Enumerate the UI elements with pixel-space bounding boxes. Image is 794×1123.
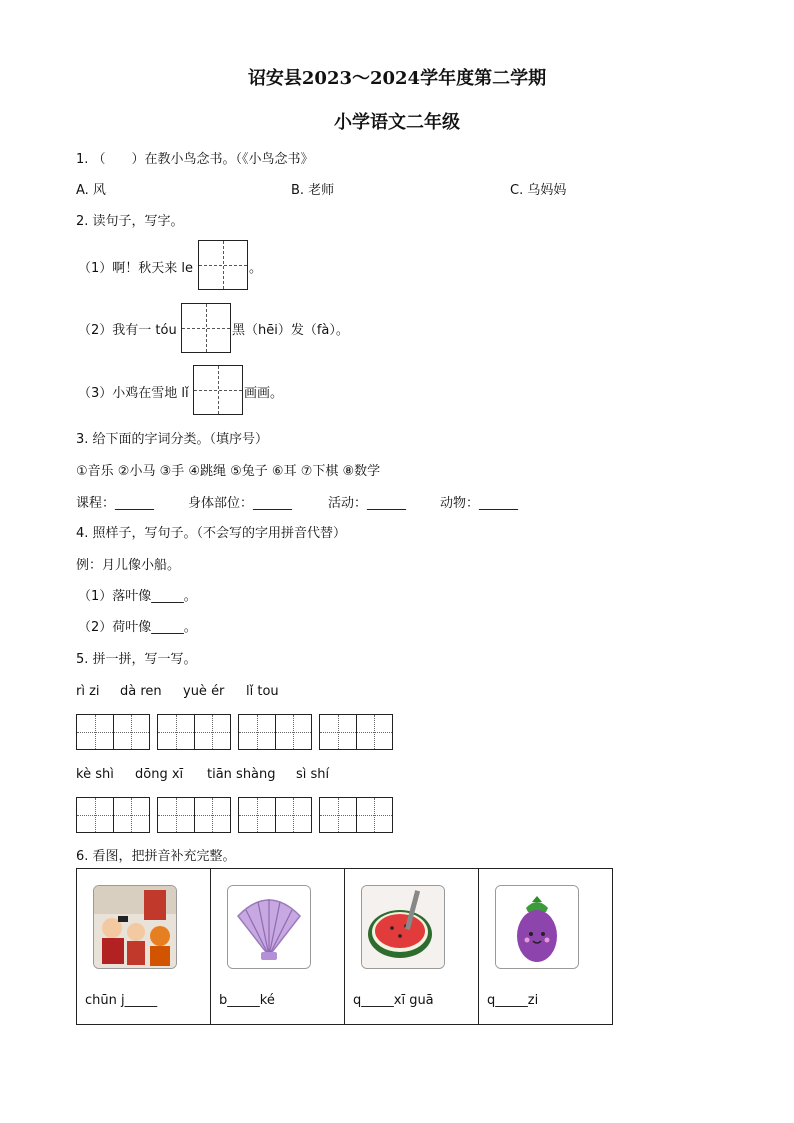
q5-grid-2[interactable] — [157, 714, 231, 750]
q2-writing-box-2[interactable] — [181, 303, 231, 353]
q2-writing-box-3[interactable] — [193, 365, 243, 415]
q5-grid-3[interactable] — [238, 714, 312, 750]
q5-grid-5[interactable] — [76, 797, 150, 833]
q3-category-activity[interactable]: 活动：______ — [328, 496, 407, 511]
q2-item-3-text: （3）小鸡在雪地 lǐ — [78, 386, 189, 401]
page-subtitle: 小学语文二年级 — [334, 112, 460, 133]
q6-stem: 6. 看图，把拼音补充完整。 — [76, 849, 236, 864]
q5-stem: 5. 拼一拼，写一写。 — [76, 652, 197, 667]
q5-pinyin-3: yuè ér — [183, 684, 225, 699]
q3-stem: 3. 给下面的字词分类。（填序号） — [76, 432, 269, 447]
q2-writing-box-1[interactable] — [198, 240, 248, 290]
q5-pinyin-1: rì zi — [76, 684, 100, 699]
q4-item-2[interactable]: （2）荷叶像_____。 — [78, 620, 197, 635]
q3-category-animal[interactable]: 动物：______ — [440, 496, 519, 511]
q2-stem: 2. 读句子，写字。 — [76, 214, 184, 229]
q1-option-c: C. 乌妈妈 — [510, 183, 567, 198]
q5-grid-7[interactable] — [238, 797, 312, 833]
watermelon-picture — [361, 885, 445, 969]
q6-caption-1[interactable]: chūn j_____ — [85, 993, 158, 1008]
seashell-picture — [227, 885, 311, 969]
q6-caption-4[interactable]: q_____zi — [487, 993, 539, 1008]
q6-caption-2[interactable]: b_____ké — [219, 993, 275, 1008]
q1-option-b: B. 老师 — [291, 183, 335, 198]
q5-pinyin-7: tiān shàng — [207, 767, 276, 782]
q6-cell-2 — [211, 869, 345, 1025]
q5-pinyin-5: kè shì — [76, 767, 114, 782]
q5-pinyin-6: dōng xī — [135, 767, 184, 782]
q2-item-1-text: （1）啊！秋天来 le — [78, 261, 194, 276]
spring-festival-picture — [93, 885, 177, 969]
eggplant-picture — [495, 885, 579, 969]
q6-cell-3 — [345, 869, 479, 1025]
q6-picture-table — [76, 868, 613, 1025]
q2-item-2-end: 黑（hēi）发（fà）。 — [232, 323, 349, 338]
q1-stem: 1. （ ）在教小鸟念书。（《小鸟念书》 — [76, 152, 314, 167]
q5-grid-6[interactable] — [157, 797, 231, 833]
q2-item-2-text: （2）我有一 tóu — [78, 323, 177, 338]
q5-grid-1[interactable] — [76, 714, 150, 750]
q6-cell-4 — [479, 869, 613, 1025]
q4-example: 例：月儿像小船。 — [76, 558, 181, 573]
q2-item-1-end: 。 — [249, 261, 263, 276]
q1-option-a: A. 风 — [76, 183, 106, 198]
q5-grid-4[interactable] — [319, 714, 393, 750]
q3-word-list: ①音乐 ②小马 ③手 ④跳绳 ⑤兔子 ⑥耳 ⑦下棋 ⑧数学 — [76, 464, 381, 479]
q4-item-1[interactable]: （1）落叶像_____。 — [78, 589, 197, 604]
q6-cell-1 — [77, 869, 211, 1025]
q3-category-course[interactable]: 课程：______ — [76, 496, 155, 511]
q5-pinyin-4: lǐ tou — [246, 684, 279, 699]
q5-pinyin-2: dà ren — [120, 684, 162, 699]
q5-grid-8[interactable] — [319, 797, 393, 833]
q5-pinyin-8: sì shí — [296, 767, 330, 782]
q4-stem: 4. 照样子，写句子。（不会写的字用拼音代替） — [76, 526, 347, 541]
page-title: 诏安县2023～2024学年度第二学期 — [247, 68, 547, 89]
q3-category-body[interactable]: 身体部位：______ — [188, 496, 293, 511]
q2-item-3-end: 画画。 — [244, 386, 284, 401]
q6-caption-3[interactable]: q_____xī guā — [353, 993, 434, 1008]
